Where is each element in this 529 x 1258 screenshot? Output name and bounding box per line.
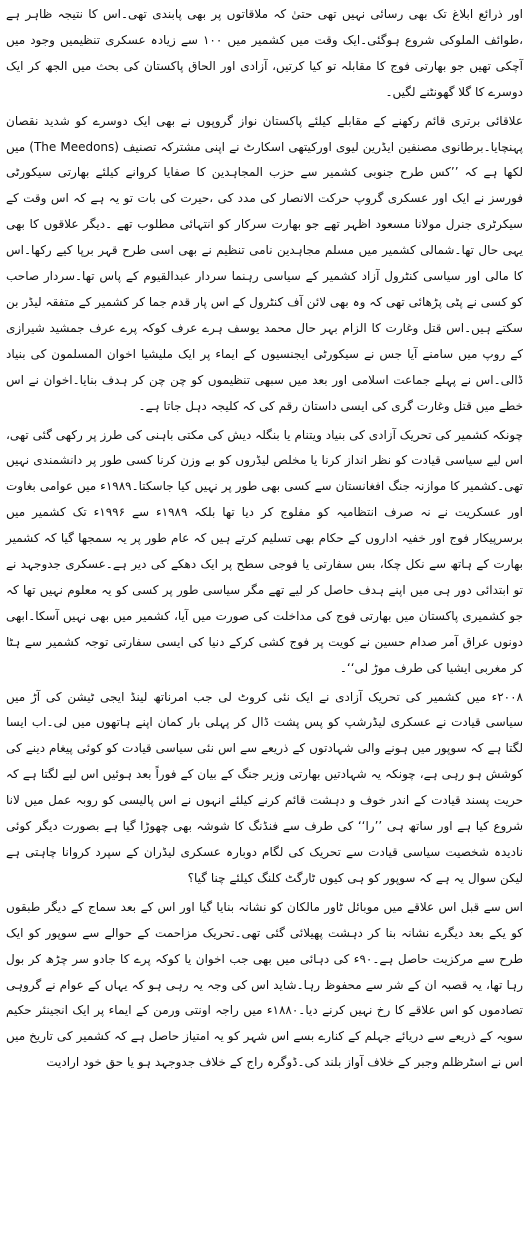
article-paragraph: اور ذرائع ابلاغ تک بھی رسائی نہیں تھی حتیٰ کہ ملاقاتوں پر بھی پابندی تھی۔اس کا نتیجہ ظاہر ہے ،طوائف الملوکی شروع ہوگئی۔ایک وقت میں کشمیر میں ۱۰۰ سے زیادہ عسکری تنظیمیں وجود میں آچکی تھیں جو بھارتی فوج کا مقابلہ تو کیا کرتیں، آزادی اور الحاق پاکستان کی بحث میں الجھ کر ایک دوسرے کا گلا گھونٹنے لگیں۔ bbox=[6, 7, 523, 99]
article-paragraph: علاقائی برتری قائم رکھنے کے مقابلے کیلئے پاکستان نواز گروپوں نے بھی ایک دوسرے کو شدید نقصان پہنچایا۔برطانوی مصنفین ایڈرین لیوی اورکیتھی اسکارٹ نے اپنی مشترکہ تصنیف (The Meedons) میں لکھا ہے کہ ’’کس طرح جنوبی کشمیر سے حزب المجاہدین کا صفایا کروانے کیلئے بھارتی سیکورٹی فورسز نے ایک اور عسکری گروپ حرکت الانصار کی مدد کی ،حیرت کی بات تو یہ ہے کہ اس وقت کے سیکرٹری جنرل مولانا مسعود اظہر تھے جو بھارت سرکار کو انتہائی مطلوب تھے ۔دیگر علاقوں کا بھی یہی حال تھا۔شمالی کشمیر میں مسلم مجاہدین نامی تنظیم نے بھی اسی طرح قہر برپا کیے رکھا۔اس کا مالی اور سیاسی کنٹرول آزاد کشمیر کے سیاسی رہنما سردار عبدالقیوم کے پاس تھا۔سردار صاحب کو کسی نے پٹی پڑھائی تھی کہ وہ بھی لائن آف کنٹرول کے اس پار قدم جما کر کشمیر کے متفقہ لیڈر بن سکتے ہیں۔اس قتل وغارت کا الزام بہر حال محمد یوسف ہرے عرف کوکہ پرے عرف جمشید شیرازی کے روپ میں سامنے آیا جس نے سیکورٹی ایجنسیوں کے ایماء پر ایک ملیشیا اخوان المسلمون کی بنیاد ڈالی۔اس نے پہلے جماعت اسلامی اور بعد میں سبھی تنظیموں کو چن چن کر ہدف بنایا۔اخوان نے اس خطے میں قتل وغارت گری کی ایسی داستان رقم کی کہ کلیجہ دہل جاتا ہے۔ bbox=[6, 113, 523, 413]
article-paragraph: ۲۰۰۸ء میں کشمیر کی تحریک آزادی نے ایک نئی کروٹ لی جب امرناتھ لینڈ ایجی ٹیشن کی آڑ میں سیاسی قیادت نے عسکری لیڈرشپ کو پس پشت ڈال کر پہلی بار کمان اپنے ہاتھوں میں لی۔اب ایسا لگتا ہے کہ سوپور میں ہونے والی شہادتوں کے ذریعے سے اس نئی سیاسی قیادت کو کوئی پیغام دینے کی کوشش ہو رہی ہے، چونکہ یہ شہادتیں بھارتی وزیر جنگ کے بیان کے فوراً بعد ہوئیں اس لیے لگتا ہے کہ حریت پسند قیادت کے اندر خوف و دہشت قائم کرنے کیلئے انہوں نے اس پالیسی کو روبہ عمل میں لانا شروع کیا ہے اور ساتھ ہی ’’را‘‘ کی طرف سے فنڈنگ کا شوشہ بھی چھوڑا گیا ہے بصورت دیگر کوئی نادیدہ شخصیت سیاسی قیادت سے تحریک کی لگام دوبارہ عسکری لیڈران کے سپرد کروانا چاہتی ہے لیکن سوال یہ ہے کہ سوپور کو ہی کیوں ٹارگٹ کلنگ کیلئے چنا گیا؟ bbox=[6, 689, 523, 885]
article-paragraph: اس سے قبل اس علاقے میں موبائل ٹاور مالکان کو نشانہ بنایا گیا اور اس کے بعد سماج کے دیگر طبقوں کو یکے بعد دیگرے نشانہ بنا کر دہشت پھیلائی گئی تھی۔تحریک مزاحمت کے حوالے سے سوپور کو ایک طرح سے مرکزیت حاصل ہے۔۹۰ء کی دہائی میں بھی جب اخوان یا کوکہ پرے کا جادو سر چڑھ کر بول رہا تھا، یہ قصبہ ان کے شر سے محفوظ رہا۔شاید اس کی وجہ یہ رہی ہو کہ یہاں کے عوام نے گروہی تصادموں کو اس علاقے کا رخ نہیں کرنے دیا۔۱۸۸۰ء میں راجہ اونتی ورمن کے ایماء پر ایک انجینئر حکیم سویہ کے ذریعے سے دریائے جہلم کے کنارے بسے اس شہر کو یہ امتیاز حاصل ہے کہ کشمیر کی تاریخ میں اس نے اسٹرظلم وجبر کے خلاف آواز بلند کی۔ڈوگرہ راج کے خلاف جدوجہد ہو یا حق خود ارادیت bbox=[6, 899, 523, 1070]
article-paragraph: چونکہ کشمیر کی تحریک آزادی کی بنیاد ویتنام یا بنگلہ دیش کی مکتی باہنی کی طرز پر رکھی گئی تھی، اس لیے سیاسی قیادت کو نظر انداز کرنا یا مخلص لیڈروں کو بے وزن کرنا کسی طور پر دانشمندی نہیں تھی۔کشمیر کا موازنہ جنگ افغانستان سے کسی بھی طور پر نہیں کیا جاسکتا۔۱۹۸۹ء میں عوامی بغاوت اور عسکریت نے نہ صرف انتظامیہ کو مفلوج کر دیا تھا بلکہ ۱۹۸۹ء سے ۱۹۹۶ء تک کشمیر میں برسرپیکار فوج اور خفیہ اداروں کے حکام بھی تسلیم کرتے ہیں کہ عام طور پر یہ سمجھا گیا کہ کشمیر بھارت کے ہاتھ سے نکل چکا، بس سفارتی یا فوجی سطح پر ایک دھکے کی دیر ہے۔عسکری جدوجہد نے تو ابتدائی دور ہی میں اپنے ہدف حاصل کر لیے تھے مگر سیاسی طور پر کسی کو یہ معلوم نہیں تھا کہ جو کشمیری پاکستان میں بھارتی فوج کی مداخلت کی صورت میں آیا، کشمیر میں بھی نہیں آسکا۔ابھی دونوں عراق آمر صدام حسین نے کویت پر فوج کشی کرکے دنیا کی ایسی سفارتی توجہ کشمیر سے ہٹا کر مغربی ایشیا کی طرف موڑ لی‘‘۔ bbox=[6, 427, 524, 675]
